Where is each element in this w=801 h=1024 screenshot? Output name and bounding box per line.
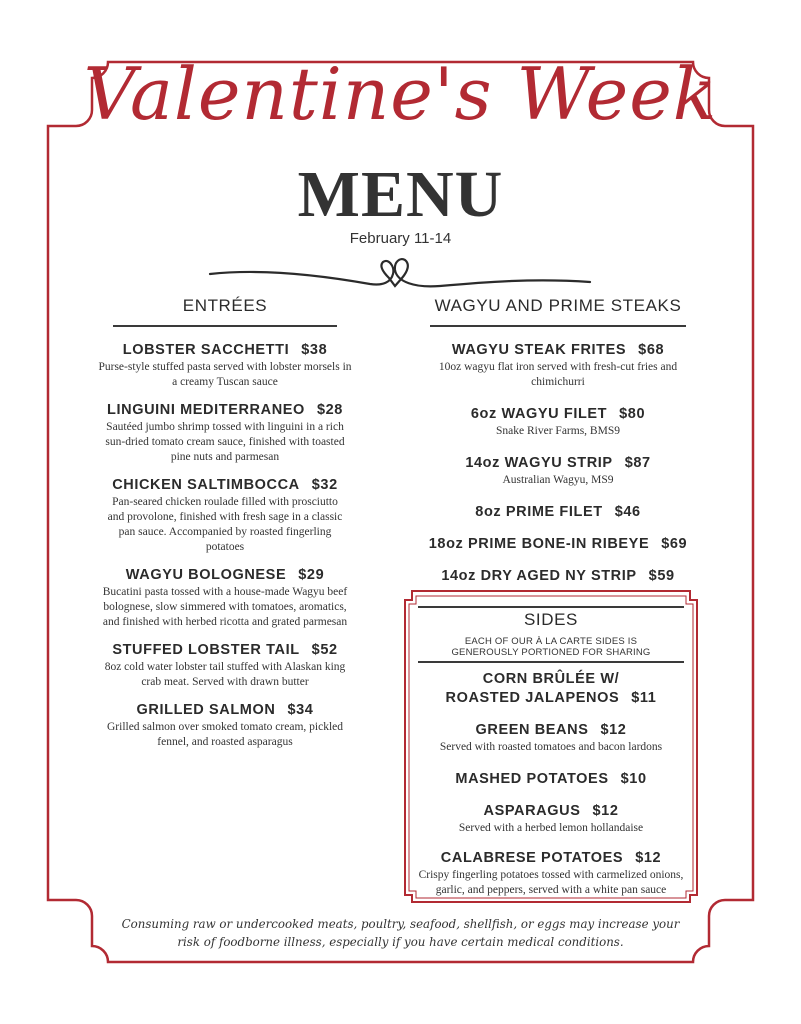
item-name: 8oz PRIME FILET: [475, 504, 603, 520]
item-name: CHICKEN SALTIMBOCCA: [112, 477, 300, 493]
item-description: Grilled salmon over smoked tomato cream, pickled fennel, and roasted asparagus: [106, 721, 343, 748]
menu-item: [420, 536, 696, 552]
menu-item: [420, 455, 696, 488]
item-price: $59: [648, 568, 675, 584]
menu-item: [420, 406, 696, 439]
item-description: Crispy fingerling potatoes tossed with carmelized onions, garlic, and peppers, served with a white pan sauce: [418, 869, 684, 896]
item-name: GRILLED SALMON: [136, 702, 276, 718]
menu-item: [420, 504, 696, 520]
item-price: $12: [592, 803, 619, 819]
item-description: Purse-style stuffed pasta served with lobster morsels in a creamy Tuscan sauce: [98, 361, 352, 388]
menu-item: [420, 342, 696, 390]
item-price: $46: [614, 504, 641, 520]
menu-dates: February 11-14: [349, 230, 452, 247]
item-name: LOBSTER SACCHETTI: [122, 342, 290, 358]
menu-item: [418, 671, 684, 706]
heart-swirl-divider: [205, 252, 595, 297]
item-description: Bucatini pasta tossed with a house-made Wagyu beef bolognese, slow simmered with tomatoes, aromatics, and finished with herbed ricotta and grated parmesan: [102, 586, 348, 628]
entrees-heading: ENTRÉES: [182, 296, 268, 315]
sides-box: [418, 606, 684, 910]
disclaimer-line1: Consuming raw or undercooked meats, poultry, seafood, shellfish, or eggs may increase your: [121, 917, 680, 931]
item-description: Sautéed jumbo shrimp tossed with linguini in a rich sun-dried tomato cream sauce, finished with toasted pine nuts and parmesan: [105, 421, 345, 463]
item-description: Served with roasted tomatoes and bacon lardons: [439, 741, 663, 753]
menu-item: [418, 722, 684, 755]
menu-item: [420, 568, 696, 584]
menu-title: MENU: [297, 158, 504, 231]
item-name: GREEN BEANS: [475, 722, 589, 738]
item-description: Snake River Farms, BMS9: [496, 425, 620, 437]
sides-note-line2: GENEROUSLY PORTIONED FOR SHARING: [451, 647, 651, 658]
sides-rule: [418, 661, 684, 663]
item-name: 14oz DRY AGED NY STRIP: [441, 568, 637, 584]
item-price: $38: [301, 342, 328, 358]
item-name: ROASTED JALAPENOS: [445, 690, 620, 706]
item-name: STUFFED LOBSTER TAIL: [112, 642, 300, 658]
item-description: Served with a herbed lemon hollandaise: [458, 822, 644, 834]
entrees-column: [95, 296, 355, 762]
menu-item: [418, 803, 684, 836]
food-safety-disclaimer: [90, 915, 711, 951]
item-name: 18oz PRIME BONE-IN RIBEYE: [428, 536, 650, 552]
item-name: 14oz WAGYU STRIP: [465, 455, 613, 471]
menu-item: [95, 342, 355, 390]
item-name: WAGYU STEAK FRITES: [451, 342, 627, 358]
item-price: $34: [287, 702, 314, 718]
item-price: $80: [619, 406, 646, 422]
item-description: 8oz cold water lobster tail stuffed with Alaskan king crab meat. Served with drawn butter: [104, 661, 346, 688]
item-name: CORN BRÛLÉE W/: [482, 671, 620, 687]
menu-item: [418, 771, 684, 787]
disclaimer-line2: risk of foodborne illness, especially if you have certain medical conditions.: [177, 935, 624, 949]
sides-note-line1: EACH OF OUR À LA CARTE SIDES IS: [464, 636, 638, 647]
item-description: Australian Wagyu, MS9: [502, 474, 614, 486]
item-description: Pan-seared chicken roulade filled with prosciutto and provolone, finished with fresh sage in a classic pan sauce. Accompanied by roasted fingerling potatoes: [107, 496, 343, 553]
item-price: $28: [316, 402, 343, 418]
item-name: WAGYU BOLOGNESE: [125, 567, 287, 583]
item-price: $87: [624, 455, 651, 471]
item-name: 6oz WAGYU FILET: [470, 406, 608, 422]
item-price: $10: [620, 771, 647, 787]
sides-heading: SIDES: [418, 606, 684, 630]
item-price: $32: [311, 477, 338, 493]
item-description: 10oz wagyu flat iron served with fresh-cut fries and chimichurri: [438, 361, 678, 388]
menu-item: [95, 567, 355, 630]
item-price: $68: [638, 342, 665, 358]
menu-item: [95, 477, 355, 555]
menu-item: [95, 702, 355, 750]
item-price: $29: [298, 567, 325, 583]
item-name: MASHED POTATOES: [455, 771, 609, 787]
item-name: CALABRESE POTATOES: [440, 850, 624, 866]
steaks-column: [420, 296, 696, 596]
item-price: $12: [635, 850, 662, 866]
steaks-rule: [430, 325, 686, 327]
menu-item: [418, 850, 684, 898]
item-price: $69: [661, 536, 688, 552]
item-price: $11: [631, 690, 657, 706]
item-price: $52: [311, 642, 338, 658]
item-name: LINGUINI MEDITERRANEO: [107, 402, 305, 418]
item-price: $12: [600, 722, 627, 738]
steaks-heading: WAGYU AND PRIME STEAKS: [434, 296, 682, 315]
script-title: Valentine's Week: [83, 52, 718, 136]
item-name: ASPARAGUS: [483, 803, 581, 819]
entrees-rule: [113, 325, 337, 327]
menu-item: [95, 402, 355, 465]
menu-item: [95, 642, 355, 690]
